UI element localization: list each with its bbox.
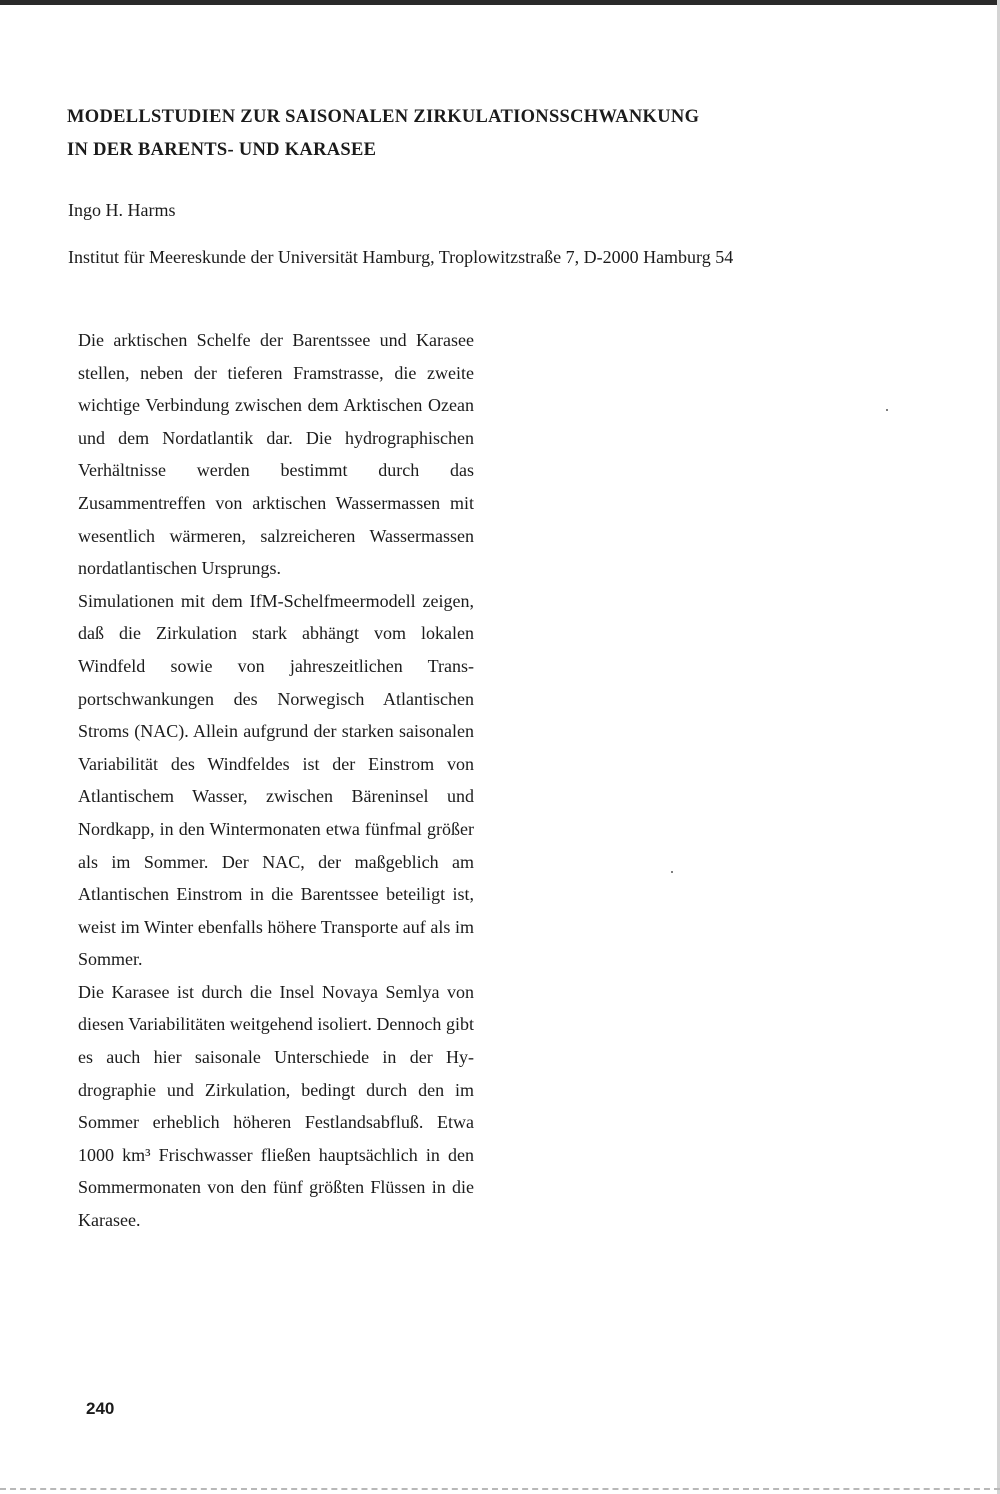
scan-speck bbox=[886, 409, 888, 411]
scan-speck bbox=[671, 871, 673, 873]
author-name: Ingo H. Harms bbox=[68, 200, 176, 220]
page-number: 240 bbox=[86, 1399, 115, 1418]
scan-border-top bbox=[0, 0, 1000, 5]
paper-title bbox=[67, 101, 827, 167]
abstract-paragraph-2: Simulationen mit dem IfM-Schelfmeermodell zeigen, daß die Zirkulation stark abhängt vom lokalen Windfeld sowie von jahreszeitlichen Transportschwankungen des Norwegisch Atlantischen Stroms (NAC). Allein aufgrund der starken saisonalen Variabilität des Windfeldes ist der Einstrom von Atlantischem Wasser, zwischen Bäreninsel und Nordkapp, in den Wintermonaten etwa fünfmal größer als im Sommer. Der NAC, der maßgeblich am Atlantischen Einstrom in die Barentssee beteiligt ist, weist im Winter ebenfalls höhere Transporte auf als im Sommer. bbox=[78, 590, 474, 970]
abstract-paragraph-1: Die arktischen Schelfe der Barentssee und Karasee stellen, neben der tieferen Framstrasse, die zweite wichtige Verbindung zwischen dem Arktischen Ozean und dem Nordatlantik dar. Die hydrographischen Verhältnisse werden bestimmt durch das Zusammentreffen von arktischen Wassermassen mit wesentlich wärmeren, salzreicheren Wassermassen nordatlantischen Ursprungs. bbox=[78, 330, 474, 579]
paper-title-line-2: IN DER BARENTS- UND KARASEE bbox=[67, 140, 377, 160]
paper-title-line-1: MODELLSTUDIEN ZUR SAISONALEN ZIRKULATIONSSCHWANKUNG bbox=[67, 107, 700, 127]
abstract-body bbox=[78, 324, 474, 1237]
author-affiliation: Institut für Meereskunde der Universität Hamburg, Troplowitzstraße 7, D-2000 Hamburg 54 bbox=[68, 247, 734, 267]
scan-border-bottom bbox=[0, 1488, 1000, 1490]
abstract-paragraph-3: Die Karasee ist durch die Insel Novaya Semlya von diesen Variabilitäten weitgehend isoliert. Dennoch gibt es auch hier saisonale Unterschiede in der Hydrographie und Zirkulation, bedingt durch den im Sommer erheblich höheren Festlandsabfluß. Etwa 1000 km³ Frischwasser fließen hauptsächlich in den Sommermonaten von den fünf größten Flüssen in die Karasee. bbox=[78, 981, 474, 1231]
